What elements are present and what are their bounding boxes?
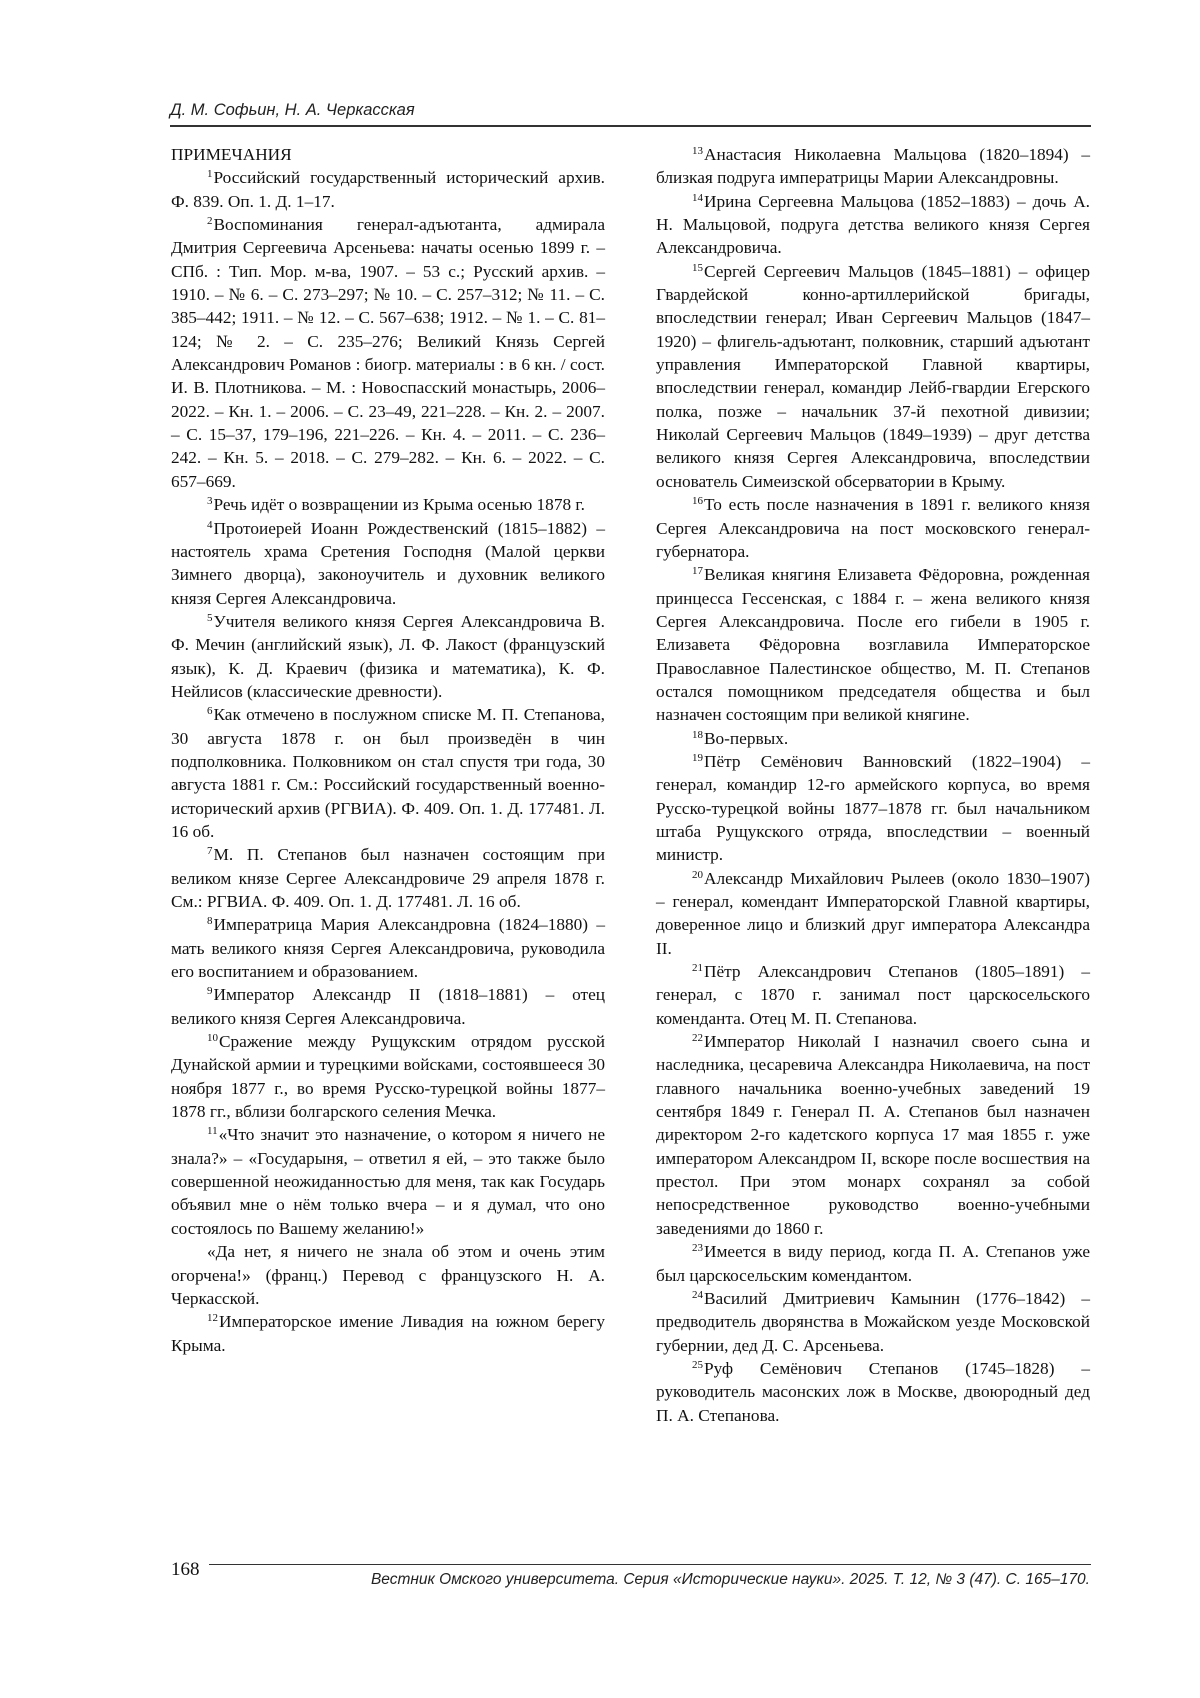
left-notes-list bbox=[171, 166, 605, 1240]
notes-heading: ПРИМЕЧАНИЯ bbox=[171, 145, 292, 164]
footnote-3 bbox=[171, 493, 605, 516]
footnote-text: Имеется в виду период, когда П. А. Степанов уже был царскосельским комендантом. bbox=[656, 1242, 1090, 1285]
footnote-12 bbox=[171, 1310, 605, 1357]
footnote-16 bbox=[656, 493, 1090, 563]
footnote-2 bbox=[171, 213, 605, 493]
footnote-text: Император Николай I назначил своего сына и наследника, цесаревича Александра Николаевича, на пост главного начальника военно-учебных заведений 19 сентября 1849 г. Генерал П. А. Степанов был назначен директором 2-го кадетского корпуса 17 мая 1855 г. уже императором Александром II, вскоре после восшествия на престол. При этом монарх сохранял за собой непосредственное руководство военно-учебными заведениями до 1860 г. bbox=[656, 1032, 1090, 1238]
footnote-text: Протоиерей Иоанн Рождественский (1815–1882) – настоятель храма Сретения Господня (Малой церкви Зимнего дворца), законоучитель и духовник великого князя Сергея Александровича. bbox=[171, 518, 605, 608]
footnote-number: 21 bbox=[692, 962, 703, 975]
footnote-number: 17 bbox=[692, 565, 703, 578]
journal-citation: Вестник Омского университета. Серия «Исторические науки». 2025. Т. 12, № 3 (47). С. 165–170. bbox=[370, 1571, 1090, 1588]
footnote-6 bbox=[171, 703, 605, 843]
running-head-authors: Д. М. Софьин, Н. А. Черкасская bbox=[170, 101, 415, 119]
footnote-text: Анастасия Николаевна Мальцова (1820–1894) – близкая подруга императрицы Марии Александровны. bbox=[656, 145, 1090, 188]
footnote-number: 10 bbox=[207, 1032, 218, 1045]
footnote-number: 1 bbox=[207, 168, 213, 181]
footnote-8 bbox=[171, 913, 605, 983]
footnote-number: 14 bbox=[692, 191, 703, 204]
footnote-number: 7 bbox=[207, 845, 213, 858]
footnote-1 bbox=[171, 166, 605, 213]
footnote-number: 5 bbox=[207, 611, 213, 624]
footnote-4 bbox=[171, 517, 605, 610]
notes-column-left bbox=[171, 143, 605, 1357]
footnote-15 bbox=[656, 260, 1090, 493]
footnote-14 bbox=[656, 190, 1090, 260]
footnote-20 bbox=[656, 867, 1090, 960]
footnote-5 bbox=[171, 610, 605, 703]
footnote-number: 23 bbox=[692, 1242, 703, 1255]
footnote-13 bbox=[656, 143, 1090, 190]
footnote-text: Речь идёт о возвращении из Крыма осенью 1878 г. bbox=[213, 495, 585, 515]
footnote-10 bbox=[171, 1030, 605, 1123]
note-11-continuation: «Да нет, я ничего не знала об этом и очень этим огорчена!» (франц.) Перевод с французского Н. А. Черкасской. bbox=[171, 1242, 605, 1308]
footnote-23 bbox=[656, 1240, 1090, 1287]
footer-divider bbox=[209, 1564, 1091, 1565]
footnote-text: Как отмечено в послужном списке М. П. Степанова, 30 августа 1878 г. он был произведён в чин подполковника. Полковником он стал спустя три года, 30 августа 1881 г. См.: Российский государственный военно-исторический архив (РГВИА). Ф. 409. Оп. 1. Д. 177481. Л. 16 об. bbox=[171, 705, 605, 841]
right-notes-list bbox=[656, 143, 1090, 1427]
footnote-text: Пётр Семёнович Ванновский (1822–1904) – генерал, командир 12-го армейского корпуса, во время Русско-турецкой войны 1877–1878 гг. был начальником штаба Рущукского отряда, впоследствии – военный министр. bbox=[656, 751, 1090, 865]
footnote-number: 2 bbox=[207, 215, 213, 228]
footnote-text: Великая княгиня Елизавета Фёдоровна, рожденная принцесса Гессенская, с 1884 г. – жена великого князя Сергея Александровича. После его гибели в 1905 г. Елизавета Фёдоровна возглавила Императорское Православное Палестинское общество, М. П. Степанов остался помощником председателя общества и был назначен состоящим при великой княгине. bbox=[656, 565, 1090, 725]
footnote-number: 11 bbox=[207, 1125, 218, 1138]
footnote-number: 18 bbox=[692, 728, 703, 741]
footnote-text: «Что значит это назначение, о котором я ничего не знала?» – «Государыня, – ответил я ей, – это также было совершенной неожиданностью для меня, так как Государь объявил мне о нём только вчера – и я думал, что оно состоялось по Вашему желанию!» bbox=[171, 1125, 605, 1238]
footnote-number: 12 bbox=[207, 1312, 218, 1325]
footnote-text: Императорское имение Ливадия на южном берегу Крыма. bbox=[171, 1312, 605, 1355]
footnote-number: 3 bbox=[207, 495, 213, 508]
footnote-number: 13 bbox=[692, 145, 703, 157]
header-divider bbox=[170, 125, 1091, 127]
footnote-9 bbox=[171, 983, 605, 1030]
notes-column-right bbox=[656, 143, 1090, 1427]
footnote-25 bbox=[656, 1357, 1090, 1427]
footnote-number: 16 bbox=[692, 495, 703, 508]
footnote-11 bbox=[171, 1123, 605, 1240]
footnote-number: 9 bbox=[207, 985, 213, 998]
footnote-text: Руф Семёнович Степанов (1745–1828) – руководитель масонских лож в Москве, двоюродный дед П. А. Степанова. bbox=[656, 1358, 1090, 1425]
footnote-number: 25 bbox=[692, 1358, 703, 1371]
footnote-24 bbox=[656, 1287, 1090, 1357]
footnote-text: Александр Михайлович Рылеев (около 1830–1907) – генерал, комендант Императорской Главной квартиры, доверенное лицо и близкий друг императора Александра II. bbox=[656, 868, 1090, 958]
footnote-text: Воспоминания генерал-адъютанта, адмирала Дмитрия Сергеевича Арсеньева: начаты осенью 1899 г. – СПб. : Тип. Мор. м-ва, 1907. – 53 с.; Русский архив. – 1910. – № 6. – С. 273–297; № 10. – С. 257–312; № 11. – С. 385–442; 1911. – № 12. – С. 567–638; 1912. – № 1. – С. 81–124; № 2. – С. 235–276; Великий Князь Сергей Александрович Романов : биогр. материалы : в 6 кн. / сост. И. В. Плотникова. – М. : Новоспасский монастырь, 2006–2022. – Кн. 1. – 2006. – С. 23–49, 221–228. – Кн. 2. – 2007. – С. 15–37, 179–196, 221–226. – Кн. 4. – 2011. – С. 236–242. – Кн. 5. – 2018. – С. 279–282. – Кн. 6. – 2022. – С. 657–669. bbox=[171, 215, 605, 491]
left-notes-tail-list bbox=[171, 1310, 605, 1357]
page-number: 168 bbox=[171, 1559, 200, 1580]
footnote-number: 24 bbox=[692, 1288, 703, 1301]
footnote-number: 6 bbox=[207, 705, 213, 718]
footnote-number: 8 bbox=[207, 915, 213, 928]
footnote-18 bbox=[656, 727, 1090, 750]
footnote-text: Император Александр II (1818–1881) – отец великого князя Сергея Александровича. bbox=[171, 985, 605, 1028]
footnote-19 bbox=[656, 750, 1090, 867]
footnote-number: 19 bbox=[692, 751, 703, 764]
footnote-21 bbox=[656, 960, 1090, 1030]
footnote-text: Ирина Сергеевна Мальцова (1852–1883) – дочь А. Н. Мальцовой, подруга детства великого князя Сергея Александровича. bbox=[656, 191, 1090, 258]
footnote-text: Учителя великого князя Сергея Александровича В. Ф. Мечин (английский язык), Л. Ф. Лакост (французский язык), К. Д. Краевич (физика и математика), К. Ф. Нейлисов (классические древности). bbox=[171, 611, 605, 701]
footnote-22 bbox=[656, 1030, 1090, 1240]
footnote-number: 15 bbox=[692, 261, 703, 274]
footnote-text: Сражение между Рущукским отрядом русской Дунайской армии и турецкими войсками, состоявшееся 30 ноября 1877 г., во время Русско-турецкой войны 1877–1878 гг., вблизи болгарского селения Мечка. bbox=[171, 1032, 605, 1122]
footnote-text: М. П. Степанов был назначен состоящим при великом князе Сергее Александровиче 29 апреля 1878 г. См.: РГВИА. Ф. 409. Оп. 1. Д. 177481. Л. 16 об. bbox=[171, 845, 605, 911]
footnote-text: Императрица Мария Александровна (1824–1880) – мать великого князя Сергея Александровича, руководила его воспитанием и образованием. bbox=[171, 915, 605, 982]
footnote-text: Пётр Александрович Степанов (1805–1891) – генерал, с 1870 г. занимал пост царскосельского коменданта. Отец М. П. Степанова. bbox=[656, 962, 1090, 1028]
footnote-17 bbox=[656, 563, 1090, 726]
footnote-text: Во-первых. bbox=[704, 728, 789, 748]
footnote-7 bbox=[171, 843, 605, 913]
footnote-number: 4 bbox=[207, 518, 213, 531]
footnote-text: То есть после назначения в 1891 г. великого князя Сергея Александровича на пост московского генерал-губернатора. bbox=[656, 495, 1090, 561]
footnote-number: 22 bbox=[692, 1032, 703, 1045]
footnote-text: Василий Дмитриевич Камынин (1776–1842) – предводитель дворянства в Можайском уезде Московской губернии, дед Д. С. Арсеньева. bbox=[656, 1288, 1090, 1355]
footnote-number: 20 bbox=[692, 868, 703, 881]
footnote-text: Российский государственный исторический архив. Ф. 839. Оп. 1. Д. 1–17. bbox=[171, 168, 605, 211]
footnote-text: Сергей Сергеевич Мальцов (1845–1881) – офицер Гвардейской конно-артиллерийской бригады, впоследствии генерал; Иван Сергеевич Мальцов (1847–1920) – флигель-адъютант, полковник, старший адъютант управления Императорской Главной квартиры, впоследствии генерал, командир Лейб-гвардии Егерского полка, позже – начальник 37-й пехотной дивизии; Николай Сергеевич Мальцов (1849–1939) – друг детства великого князя Сергея Александровича, впоследствии основатель Симеизской обсерватории в Крыму. bbox=[656, 261, 1090, 491]
